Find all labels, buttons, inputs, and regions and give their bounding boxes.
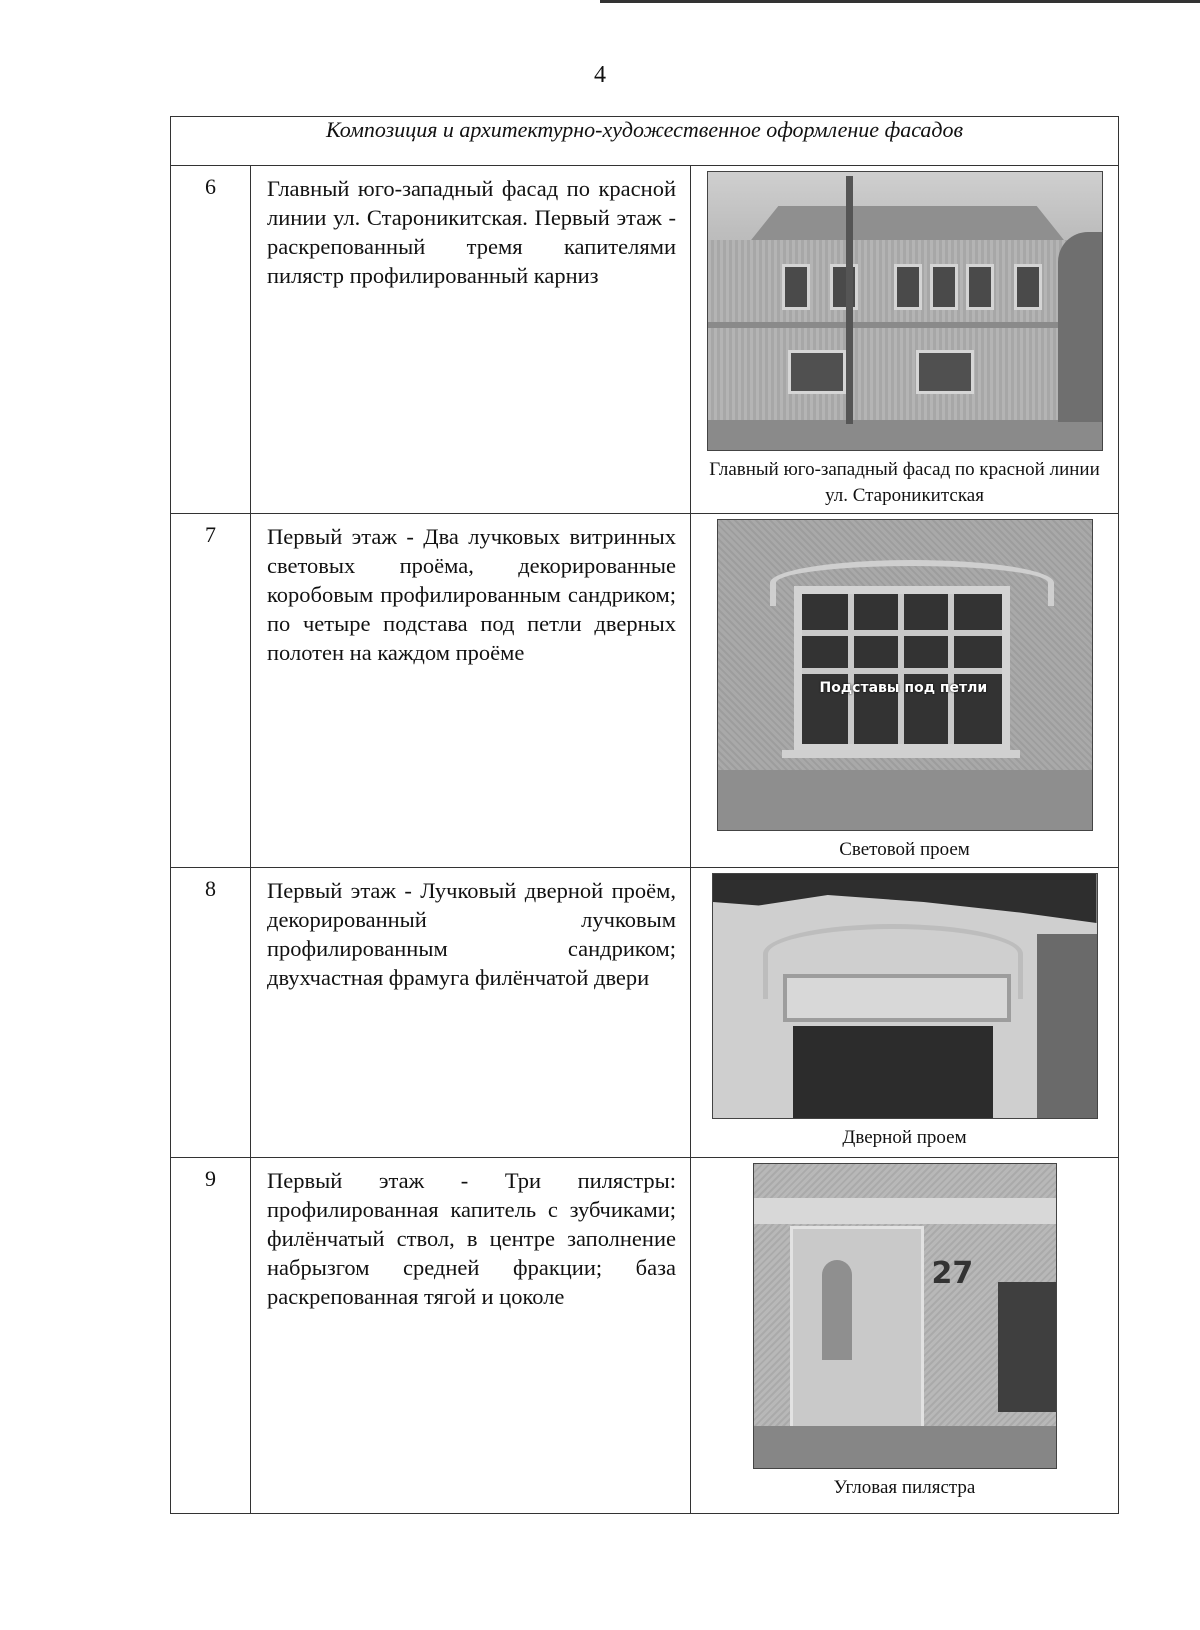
page-number: 4 bbox=[594, 62, 606, 88]
section-header-row bbox=[171, 117, 1119, 166]
table-row bbox=[171, 868, 1119, 1158]
row-number: 8 bbox=[171, 868, 251, 1158]
row-description: Первый этаж - Два лучковых витринных световых проёма, декорированные коробовым профилированным сандриком; по четыре подстава под петли дверных полотен на каждом проёме bbox=[251, 514, 691, 868]
window-photo bbox=[717, 519, 1093, 831]
row-number: 9 bbox=[171, 1158, 251, 1514]
table-row bbox=[171, 1158, 1119, 1514]
row-description: Первый этаж - Три пилястры: профилированная капитель с зубчиками; филёнчатый ствол, в центре заполнение набрызгом средней фракции; база раскрепованная тягой и цоколе bbox=[251, 1158, 691, 1514]
row-number: 7 bbox=[171, 514, 251, 868]
photo-annotation: Подставы под петли bbox=[819, 680, 988, 696]
photo-cell bbox=[691, 166, 1119, 514]
pilaster-photo bbox=[753, 1163, 1057, 1469]
top-rule bbox=[600, 0, 1200, 3]
row-description: Главный юго-западный фасад по красной линии ул. Староникитская. Первый этаж - раскрепованный тремя капителями пилястр профилированный карниз bbox=[251, 166, 691, 514]
door-photo bbox=[712, 873, 1098, 1119]
house-number: 27 bbox=[931, 1256, 974, 1291]
facade-photo bbox=[707, 171, 1103, 451]
photo-cell bbox=[691, 1158, 1119, 1514]
table-row bbox=[171, 514, 1119, 868]
row-number: 6 bbox=[171, 166, 251, 514]
photo-cell bbox=[691, 514, 1119, 868]
facade-table bbox=[170, 116, 1119, 1514]
photo-caption: Угловая пилястра bbox=[833, 1477, 976, 1498]
section-title: Композиция и архитектурно-художественное оформление фасадов bbox=[171, 117, 1119, 166]
photo-caption: Дверной проем bbox=[842, 1127, 967, 1148]
photo-caption: Главный юго-западный фасад по красной линии ул. Староникитская bbox=[709, 459, 1100, 506]
row-description: Первый этаж - Лучковый дверной проём, декорированный лучковым профилированным сандриком; двухчастная фрамуга филёнчатой двери bbox=[251, 868, 691, 1158]
photo-caption: Световой проем bbox=[839, 839, 970, 860]
table-row bbox=[171, 166, 1119, 514]
photo-cell bbox=[691, 868, 1119, 1158]
